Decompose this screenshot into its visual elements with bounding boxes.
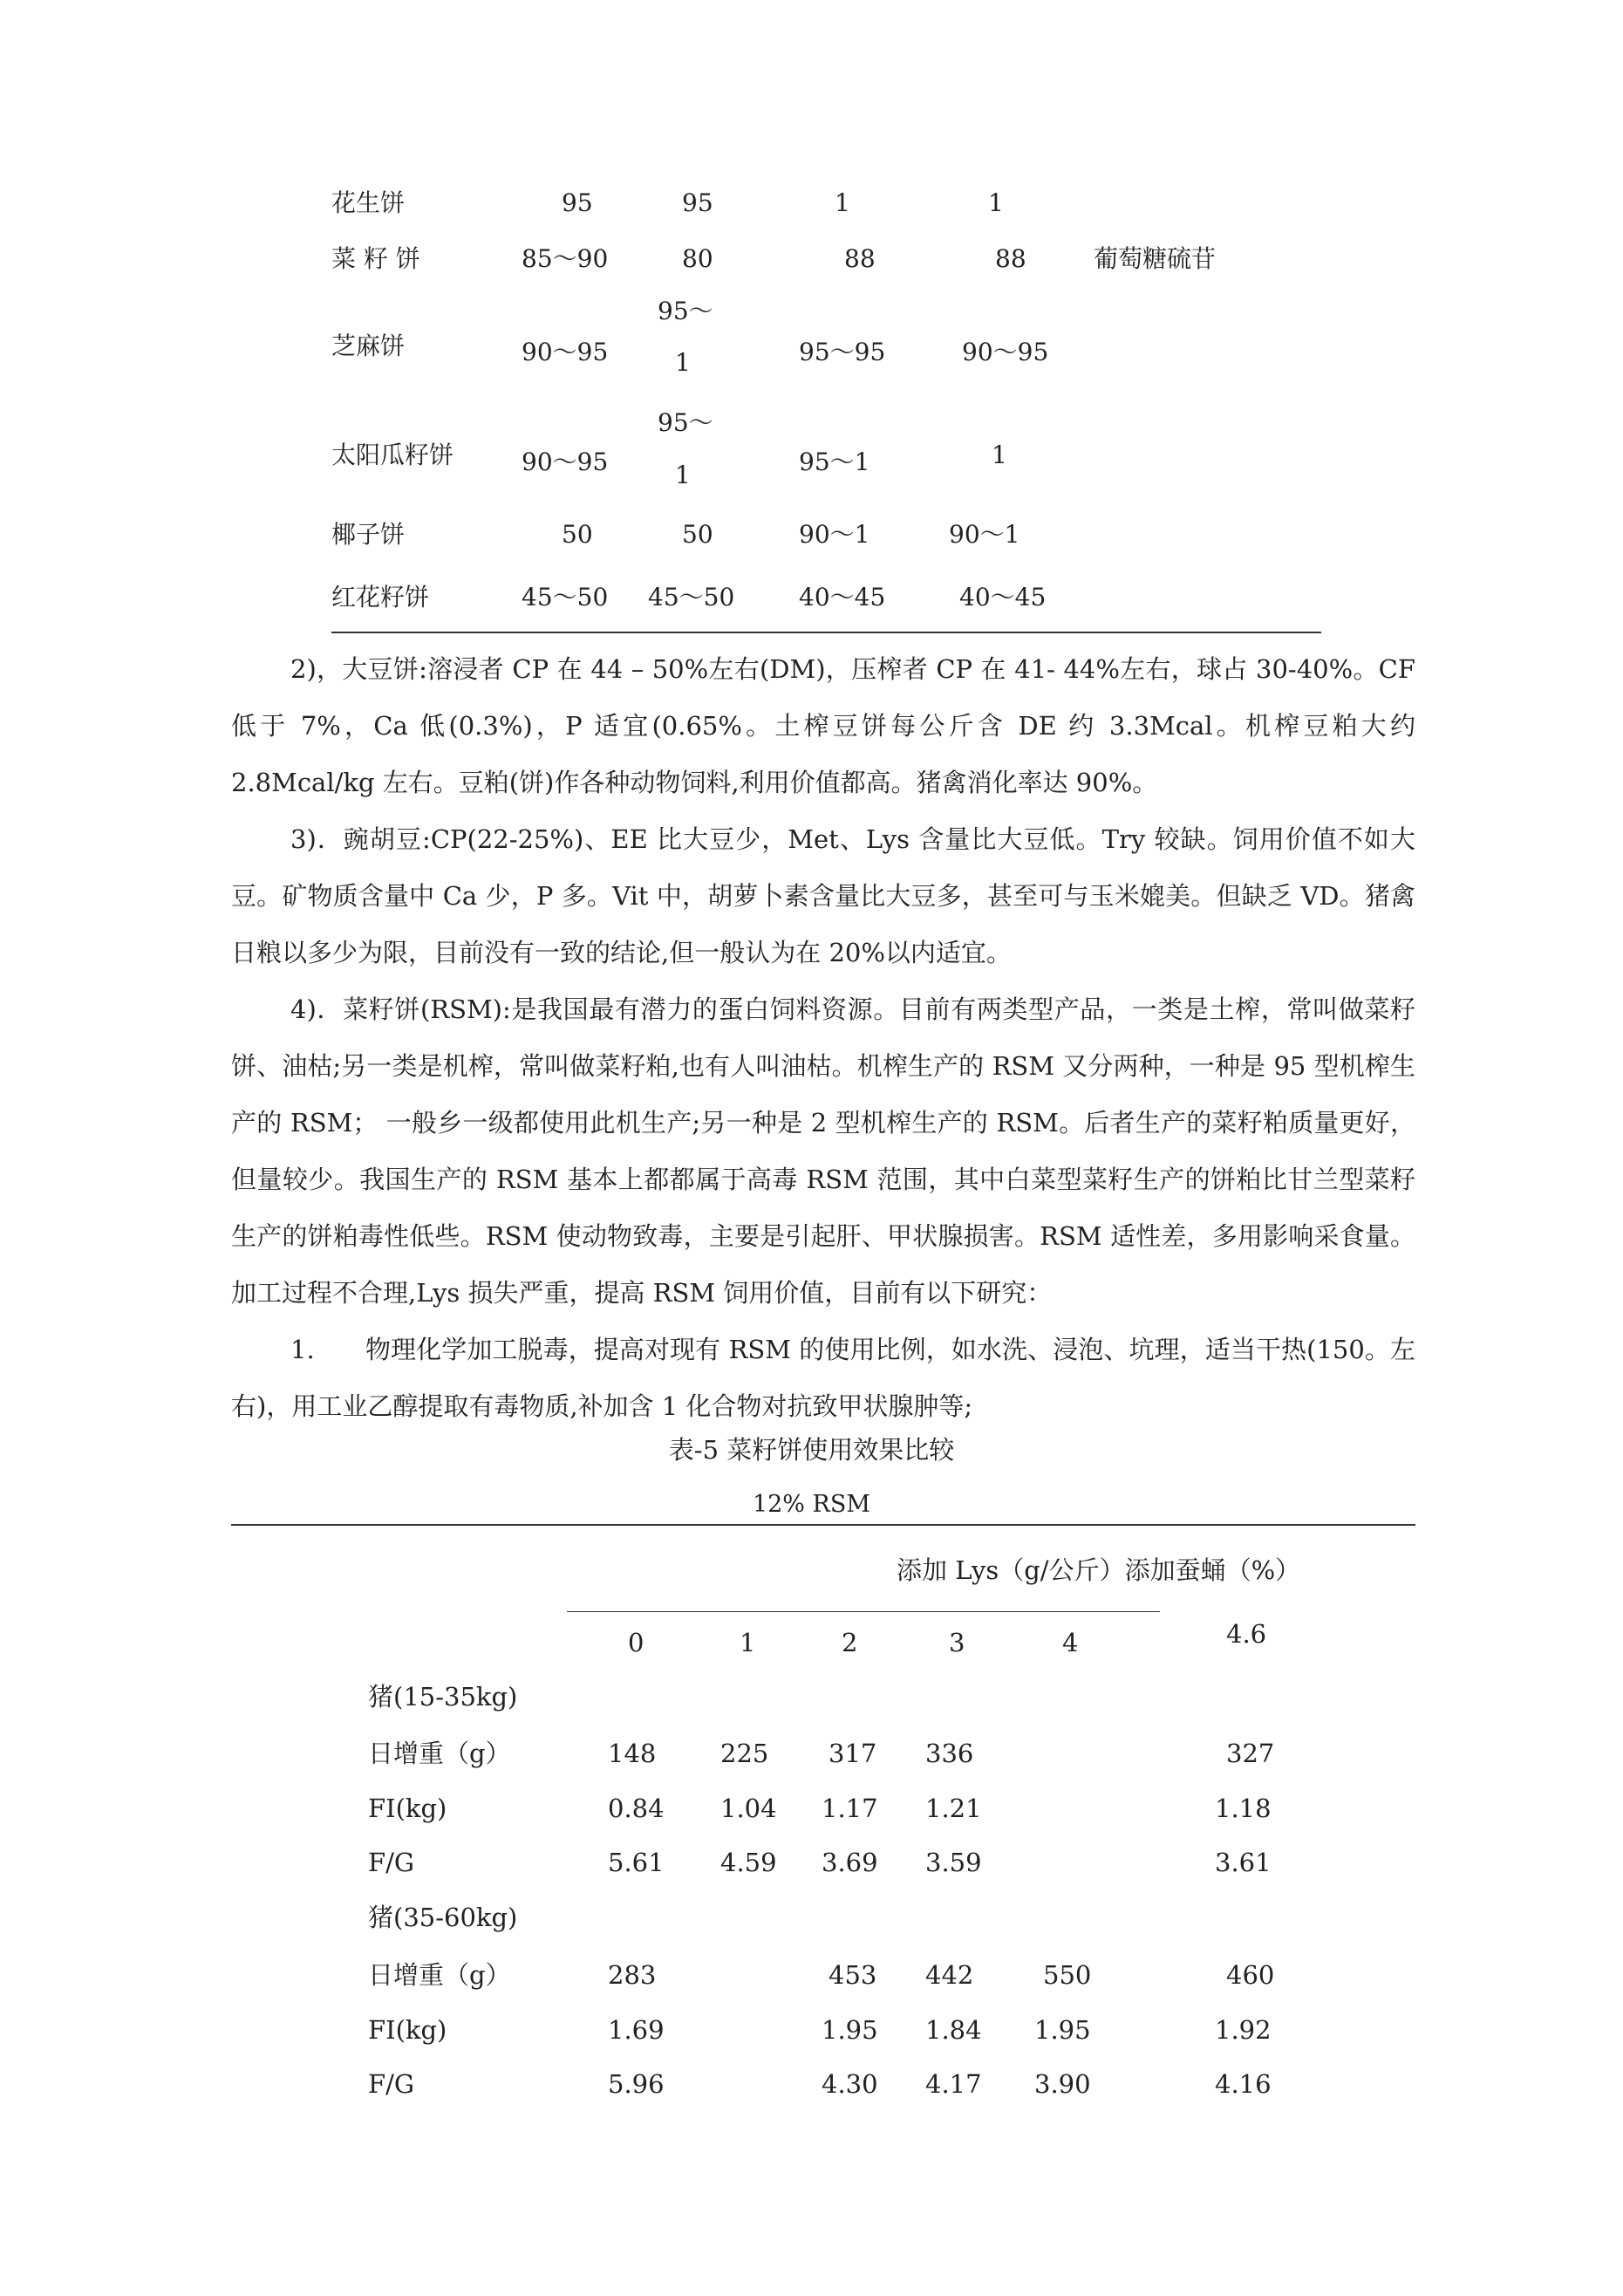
cell: 1 (835, 188, 850, 217)
row-label: 日增重（g） (368, 1960, 511, 1990)
cell: 40～45 (799, 583, 886, 612)
cell: 85～90 (522, 244, 609, 273)
cell: 95～ (658, 297, 713, 325)
cell: 95 (682, 188, 713, 217)
paragraph-pea-bean: 3)．豌胡豆:CP(22-25%)、EE 比大豆少，Met、Lys 含量比大豆低。Try 较缺。饲用价值不如大豆。矿物质含量中 Ca 少，P 多。Vit 中，胡萝卜素含量比大豆多，甚至可与玉米媲美。但缺乏 VD。猪禽日粮以多少为限，目前没有一致的结论,但一般认为在 20%以内适宜。 (231, 824, 1415, 967)
row-name: 花生饼 (331, 188, 406, 217)
cell: 95～ (658, 408, 713, 437)
row-label: FI(kg) (368, 1794, 447, 1823)
cell: 453 (829, 1960, 877, 1990)
cell: 148 (608, 1739, 657, 1768)
cell: 45～50 (648, 583, 735, 612)
col-header: 4.6 (1226, 1619, 1267, 1649)
row-label: F/G (368, 2069, 415, 2099)
row-name: 芝麻饼 (331, 331, 406, 360)
cell: 4.16 (1215, 2069, 1272, 2099)
cell: 90～1 (949, 520, 1020, 549)
note: 葡萄糖硫苷 (1094, 244, 1217, 273)
cell: 1.18 (1215, 1794, 1272, 1823)
body-text (231, 641, 1415, 1435)
paragraph-soybean-meal: 2)，大豆饼:溶浸者 CP 在 44 – 50%左右(DM)，压榨者 CP 在 41- 44%左右，球占 30-40%。CF 低于 7%，Ca 低(0.3%)，P 适宜(0.65%。土榨豆饼每公斤含 DE 约 3.3Mcal。机榨豆粕大约 2.8Mcal/kg 左右。豆粕(饼)作各种动物饲料,利用价值都高。猪禽消化率达 90%。 (231, 654, 1415, 797)
cell: 50 (682, 520, 713, 549)
table-subcaption: 12% RSM (752, 1491, 871, 1518)
cell: 95～95 (799, 338, 886, 366)
cell: 1.92 (1215, 2015, 1272, 2045)
col-header: 0 (628, 1628, 644, 1657)
cell: 95～1 (799, 448, 870, 476)
cell: 1.17 (822, 1794, 878, 1823)
cell: 90～95 (522, 338, 609, 366)
cell: 1.95 (822, 2015, 878, 2045)
cell: 3.61 (1215, 1848, 1272, 1877)
group-header: 添加 Lys（g/公斤）添加蚕蛹（%） (897, 1555, 1301, 1585)
table-top-rule (231, 1524, 1415, 1526)
cell: 5.61 (608, 1848, 665, 1877)
group-underline (567, 1611, 1160, 1612)
cell: 1.95 (1034, 2015, 1091, 2045)
cell: 442 (925, 1960, 974, 1990)
paragraph-detox-method: 1. 物理化学加工脱毒，提高对现有 RSM 的使用比例，如水洗、浸泡、坑理，适当干热(150。左右)，用工业乙醇提取有毒物质,补加含 1 化合物对抗致甲状腺肿等; (231, 1335, 1415, 1421)
col-header: 1 (740, 1628, 756, 1657)
cell: 40～45 (959, 583, 1047, 612)
cell: 1.84 (925, 2015, 982, 2045)
cell: 460 (1226, 1960, 1275, 1990)
col-header: 2 (842, 1628, 858, 1657)
col-header: 4 (1062, 1628, 1079, 1657)
col-header: 3 (949, 1628, 965, 1657)
section-title: 猪(15-35kg) (368, 1682, 518, 1712)
cell: 3.59 (925, 1848, 982, 1877)
cell: 1 (992, 441, 1007, 469)
cell: 95 (562, 188, 593, 217)
cell: 3.69 (822, 1848, 878, 1877)
cell: 90～95 (522, 448, 609, 476)
row-name: 红花籽饼 (331, 583, 430, 612)
cell: 327 (1226, 1739, 1275, 1768)
cell: 80 (682, 244, 713, 273)
cell: 4.30 (822, 2069, 878, 2099)
row-label: FI(kg) (368, 2015, 447, 2045)
cell: 45～50 (522, 583, 609, 612)
row-name: 太阳瓜籽饼 (331, 441, 454, 469)
row-name: 菜 籽 饼 (331, 244, 420, 273)
cell: 50 (562, 520, 593, 549)
row-name: 椰子饼 (331, 520, 406, 549)
cell: 550 (1043, 1960, 1092, 1990)
row-label: F/G (368, 1848, 415, 1877)
table-bottom-rule (331, 632, 1321, 633)
cell: 3.90 (1034, 2069, 1091, 2099)
cell: 4.17 (925, 2069, 982, 2099)
cell: 88 (844, 244, 876, 273)
cell: 225 (720, 1739, 769, 1768)
cell: 1 (675, 348, 691, 377)
cell: 4.59 (720, 1848, 777, 1877)
cell: 88 (995, 244, 1026, 273)
row-label: 日增重（g） (368, 1739, 511, 1768)
paragraph-rapeseed-meal: 4)．菜籽饼(RSM):是我国最有潜力的蛋白饲料资源。目前有两类型产品，一类是土榨，常叫做菜籽饼、油枯;另一类是机榨，常叫做菜籽粕,也有人叫油枯。机榨生产的 RSM 又分两种，一种是 95 型机榨生产的 RSM； 一般乡一级都使用此机生产;另一种是 2 型机榨生产的 RSM。后者生产的菜籽粕质量更好，但量较少。我国生产的 RSM 基本上都都属于高毒 RSM 范围，其中白菜型菜籽生产的饼粕比甘兰型菜籽生产的饼粕毒性低些。RSM 使动物致毒，主要是引起肝、甲状腺损害。RSM 适性差，多用影响采食量。加工过程不合理,Lys 损失严重，提高 RSM 饲用价值，目前有以下研究： (231, 994, 1415, 1308)
cell: 336 (925, 1739, 974, 1768)
cell: 1 (988, 188, 1004, 217)
cell: 5.96 (608, 2069, 665, 2099)
cell: 283 (608, 1960, 657, 1990)
cell: 1.04 (720, 1794, 777, 1823)
cell: 317 (829, 1739, 877, 1768)
cell: 90～95 (962, 338, 1049, 366)
cell: 90～1 (799, 520, 870, 549)
cell: 1.69 (608, 2015, 665, 2045)
cell: 1 (675, 461, 691, 489)
cell: 1.21 (925, 1794, 982, 1823)
table-caption: 表-5 菜籽饼使用效果比较 (668, 1435, 955, 1465)
cell: 0.84 (608, 1794, 665, 1823)
section-title: 猪(35-60kg) (368, 1903, 518, 1932)
